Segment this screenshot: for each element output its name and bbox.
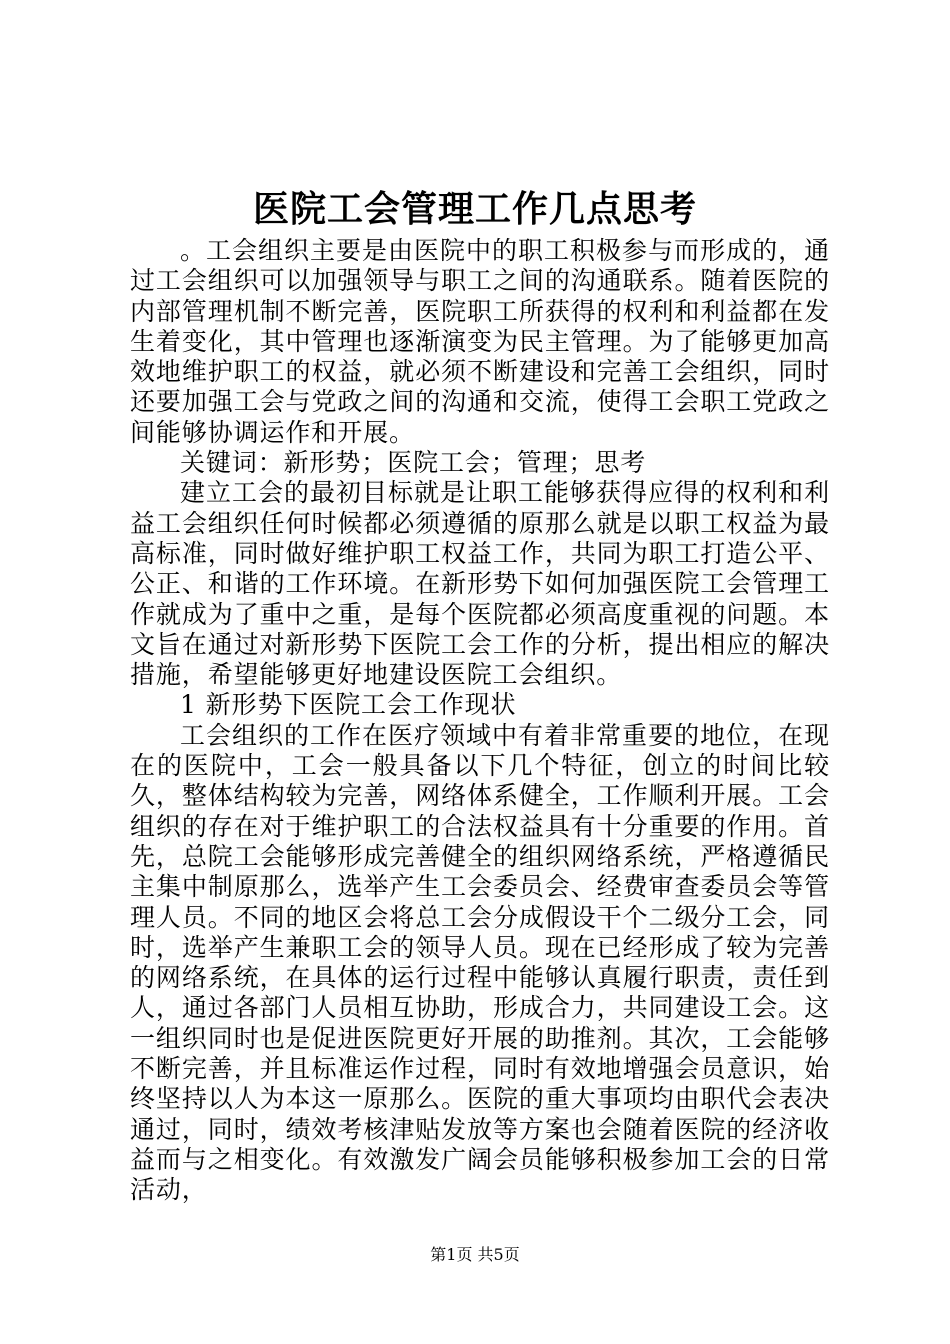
document-body [130,236,830,1206]
section-heading: 1 新形势下医院工会工作现状 [180,690,517,720]
intro-paragraph: 建立工会的最初目标就是让职工能够获得应得的权利和利益工会组织任何时候都必须遵循的原那么就是以职工权益为最高标准，同时做好维护职工权益工作，共同为职工打造公平、公正、和谐的工作环境。在新形势下如何加强医院工会管理工作就成为了重中之重，是每个医院都必须高度重视的问题。本文旨在通过对新形势下医院工会工作的分析，提出相应的解决措施，希望能够更好地建设医院工会组织。 [130,478,830,690]
abstract-paragraph: 。工会组织主要是由医院中的职工积极参与而形成的，通过工会组织可以加强领导与职工之间的沟通联系。随着医院的内部管理机制不断完善，医院职工所获得的权利和利益都在发生着变化，其中管理也逐渐演变为民主管理。为了能够更加高效地维护职工的权益，就必须不断建设和完善工会组织，同时还要加强工会与党政之间的沟通和交流，使得工会职工党政之间能够协调运作和开展。 [130,236,830,447]
document-title: 医院工会管理工作几点思考 [252,188,697,230]
keywords-line: 关键词：新形势；医院工会；管理；思考 [180,448,647,478]
page-footer: 第1页 共5页 [430,1245,520,1264]
section-paragraph: 工会组织的工作在医疗领域中有着非常重要的地位，在现在的医院中，工会一般具备以下几个特征，创立的时间比较久，整体结构较为完善，网络体系健全，工作顺利开展。工会组织的存在对于维护职工的合法权益具有十分重要的作用。首先，总院工会能够形成完善健全的组织网络系统，严格遵循民主集中制原那么，选举产生工会委员会、经费审查委员会等管理人员。不同的地区会将总工会分成假设干个二级分工会，同时，选举产生兼职工会的领导人员。现在已经形成了较为完善的网络系统，在具体的运行过程中能够认真履行职责，责任到人，通过各部门人员相互协助，形成合力，共同建设工会。这一组织同时也是促进医院更好开展的助推剂。其次，工会能够不断完善，并且标准运作过程，同时有效地增强会员意识，始终坚持以人为本这一原那么。医院的重大事项均由职代会表决通过，同时，绩效考核津贴发放等方案也会随着医院的经济收益而与之相变化。有效激发广阔会员能够积极参加工会的日常活动， [130,720,830,1205]
